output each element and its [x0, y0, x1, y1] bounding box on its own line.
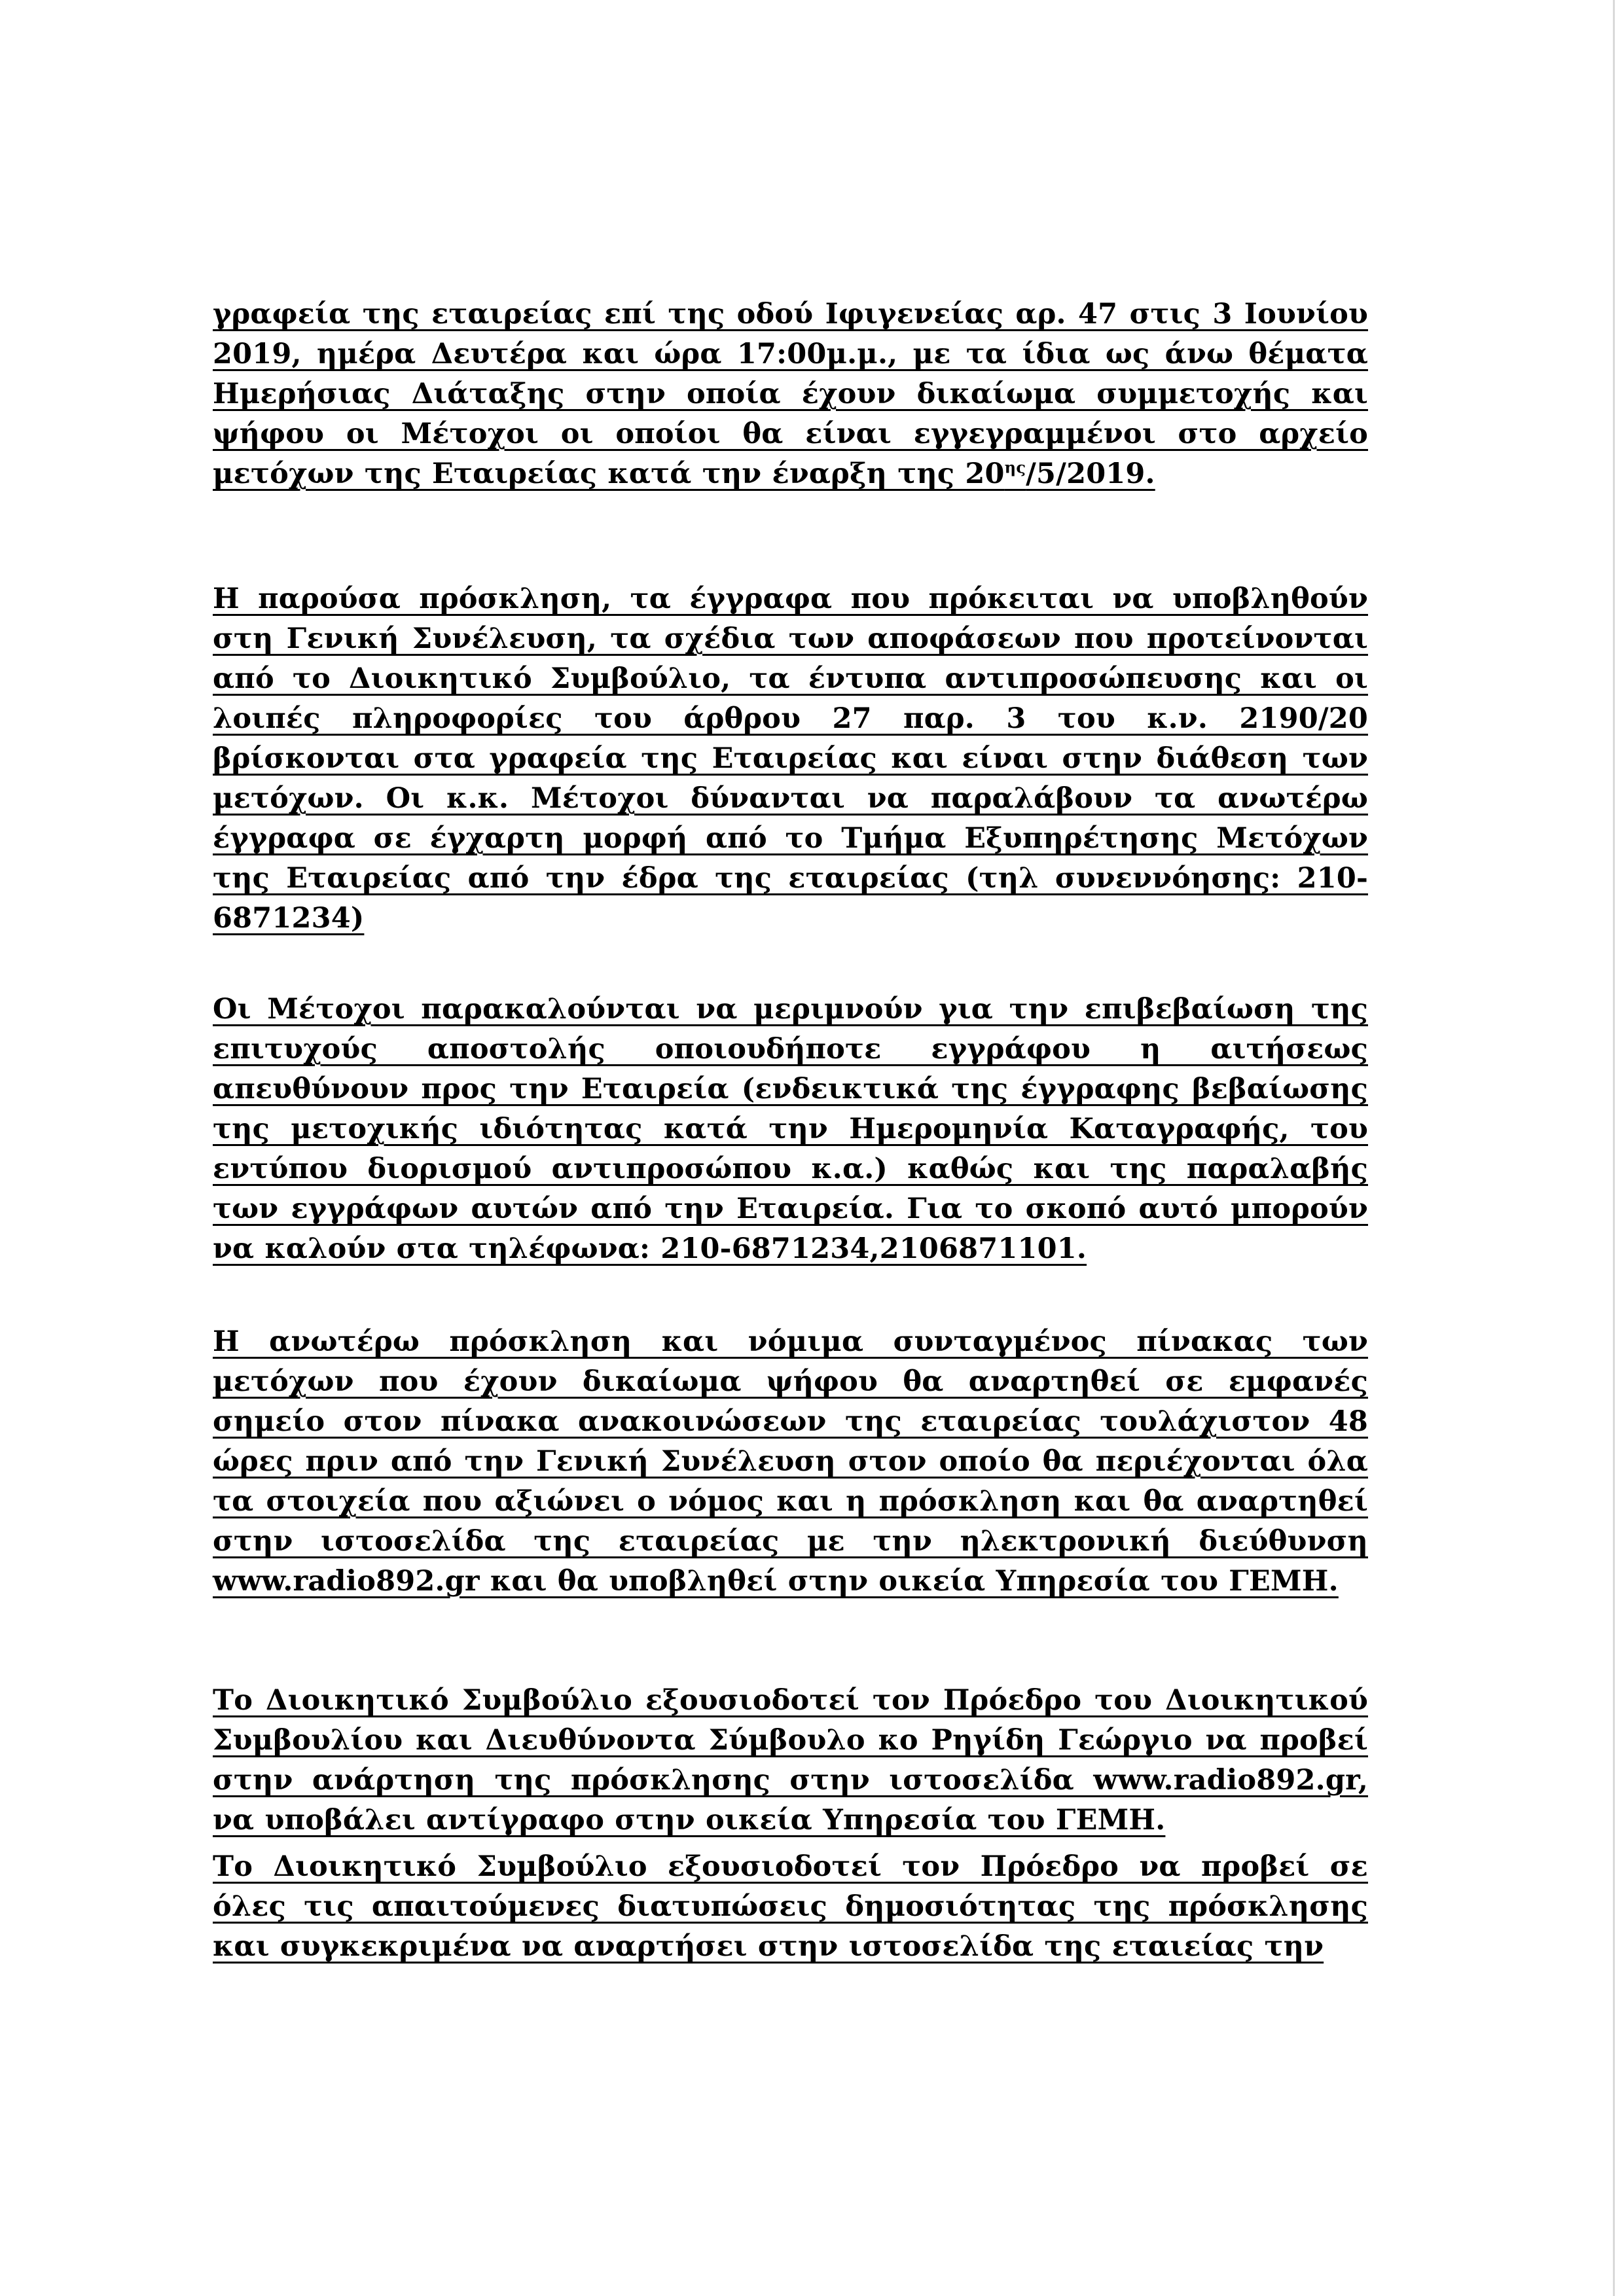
ordinal-superscript: ης: [1004, 457, 1026, 477]
paragraph-meeting-details-text: γραφεία της εταιρείας επί της οδού Ιφιγενείας αρ. 47 στις 3 Ιουνίου 2019, ημέρα Δευτέρα και ώρα 17:00μ.μ., με τα ίδια ως άνω θέματα Ημερήσιας Διάταξης στην οποία έχουν δικαίωμα συμμετοχής και ψήφου οι Μέτοχοι οι οποίοι θα είναι εγγεγραμμένοι στο αρχείο μετόχων της Εταιρείας κατά την έναρξη της 20: [213, 298, 1368, 490]
paragraph-board-authorization-president: Το Διοικητικό Συμβούλιο εξουσιοδοτεί τον Πρόεδρο να προβεί σε όλες τις απαιτούμενες διατυπώσεις δημοσιότητας της πρόσκλησης και συγκεκριμένα να αναρτήσει στην ιστοσελίδα της εταιείας την: [213, 1850, 1368, 1963]
paragraph-invitation-publication: Η ανωτέρω πρόσκληση και νόμιμα συνταγμένος πίνακας των μετόχων που έχουν δικαίωμα ψήφου θα αναρτηθεί σε εμφανές σημείο στον πίνακα ανακοινώσεων της εταιρείας τουλάχιστον 48 ώρες πριν από την Γενική Συνέλευση στον οποίο θα περιέχονται όλα τα στοιχεία που αξιώνει ο νόμος και η πρόσκληση και θα αναρτηθεί στην ιστοσελίδα της εταιρείας με την ηλεκτρονική διεύθυνση www.radio892.gr και θα υποβληθεί στην οικεία Υπηρεσία του ΓΕΜΗ.: [213, 1325, 1368, 1598]
paragraph-board-authorization-ceo: Το Διοικητικό Συμβούλιο εξουσιοδοτεί τον Πρόεδρο του Διοικητικού Συμβουλίου και Διευθύνοντα Σύμβουλο κο Ρηγίδη Γεώργιο να προβεί στην ανάρτηση της πρόσκλησης στην ιστοσελίδα www.radio892.gr, να υποβάλει αντίγραφο στην οικεία Υπηρεσία του ΓΕΜΗ.: [213, 1684, 1368, 1837]
paragraph-shareholder-confirmation: Οι Μέτοχοι παρακαλούνται να μεριμνούν για την επιβεβαίωση της επιτυχούς αποστολής οποιουδήποτε εγγράφου η αιτήσεως απευθύνουν προς την Εταιρεία (ενδεικτικά της έγγραφης βεβαίωσης της μετοχικής ιδιότητας κατά την Ημερομηνία Καταγραφής, του εντύπου διορισμού αντιπροσώπου κ.α.) καθώς και της παραλαβής των εγγράφων αυτών από την Εταιρεία. Για το σκοπό αυτό μπορούν να καλούν στα τηλέφωνα: 210-6871234,2106871101.: [213, 993, 1368, 1265]
scan-edge-line: [1613, 0, 1615, 2296]
paragraph-documents-availability: Η παρούσα πρόσκληση, τα έγγραφα που πρόκειται να υποβληθούν στη Γενική Συνέλευση, τα σχέδια των αποφάσεων που προτείνονται από το Διοικητικό Συμβούλιο, τα έντυπα αντιπροσώπευσης και οι λοιπές πληροφορίες του άρθρου 27 παρ. 3 του κ.ν. 2190/20 βρίσκονται στα γραφεία της Εταιρείας και είναι στην διάθεση των μετόχων. Οι κ.κ. Μέτοχοι δύνανται να παραλάβουν τα ανωτέρω έγγραφα σε έγχαρτη μορφή από το Τμήμα Εξυπηρέτησης Μετόχων της Εταιρείας από την έδρα της εταιρείας (τηλ συνεννόησης: 210-6871234): [213, 583, 1368, 935]
paragraph-meeting-details: [213, 295, 1368, 494]
paragraph-meeting-details-date: /5/2019.: [1026, 457, 1155, 490]
